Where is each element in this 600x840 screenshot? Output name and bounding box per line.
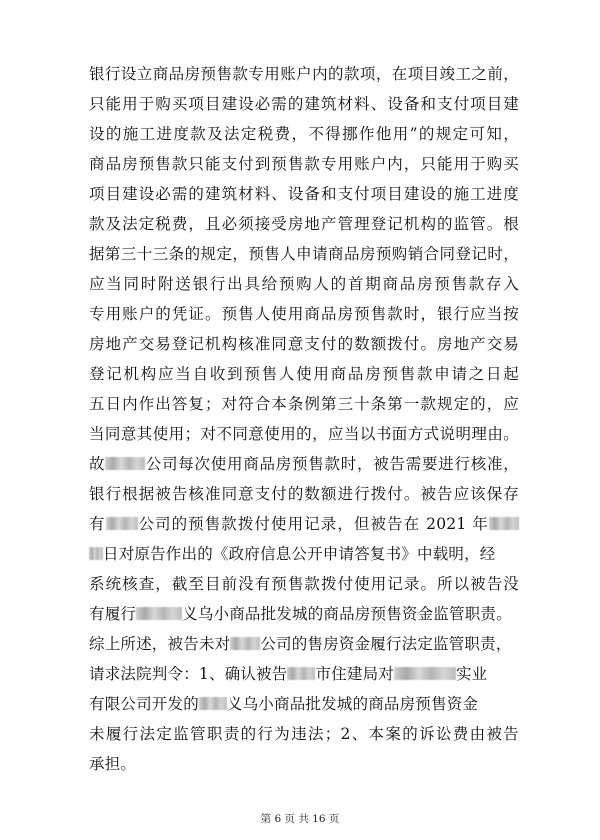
text-line <box>89 604 519 624</box>
text-segment: 日对原告作出的《政府信息公开申请答复书》中载明，经 <box>103 545 496 563</box>
text-line: 款及法定税费，且必须接受房地产管理登记机构的监管。根 <box>89 215 519 233</box>
text-segment: 故 <box>89 455 106 473</box>
redaction-block <box>230 637 260 650</box>
text-line: 设的施工进度款及法定税费，不得挪作他用”的规定可知， <box>89 125 519 143</box>
text-line <box>89 664 519 684</box>
text-line: 登记机构应当自收到预售人使用商品房预售款申请之日起 <box>89 365 519 383</box>
text-line: 未履行法定监管职责的行为违法；2、本案的诉讼费由被告 <box>89 725 519 743</box>
redaction-block <box>199 697 227 710</box>
redaction-block <box>136 607 182 620</box>
text-segment: 义乌小商品批发城的商品房预售资金 <box>226 695 479 713</box>
text-line: 银行设立商品房预售款专用账户内的款项，在项目竣工之前， <box>89 65 519 83</box>
text-line: 承担。 <box>89 755 137 773</box>
text-segment: 有履行 <box>89 605 137 623</box>
text-line <box>89 544 519 564</box>
text-line <box>89 634 519 654</box>
redaction-block <box>287 667 315 680</box>
text-segment: 综上所述，被告未对 <box>89 635 231 653</box>
redaction-block <box>394 667 456 680</box>
redaction-block <box>105 457 145 470</box>
text-line: 应当同时附送银行出具给预购人的首期商品房预售款存入 <box>89 275 519 293</box>
text-segment: 公司每次使用商品房预售款时，被告需要进行核准， <box>145 455 519 473</box>
text-segment: 公司的预售款拨付使用记录，但被告在 2021 年 <box>137 515 489 533</box>
text-segment: 有限公司开发的 <box>89 695 199 713</box>
text-line: 房地产交易登记机构核准同意支付的数额拨付。房地产交易 <box>89 335 519 353</box>
redaction-block <box>89 547 103 560</box>
text-segment: 有 <box>89 515 106 533</box>
text-line: 据第三十三条的规定，预售人申请商品房预购销合同登记时， <box>89 245 519 263</box>
text-line <box>89 454 519 474</box>
text-line: 银行根据被告核准同意支付的数额进行拨付。被告应该保存 <box>89 485 519 503</box>
text-line: 当同意其使用；对不同意使用的，应当以书面方式说明理由。 <box>89 425 519 443</box>
text-segment: 请求法院判令：1、确认被告 <box>89 665 288 683</box>
text-line: 五日内作出答复；对符合本条例第三十条第一款规定的，应 <box>89 395 519 413</box>
text-segment: 市住建局对 <box>315 665 394 683</box>
page-number-footer: 第 6 页 共 16 页 <box>260 813 340 825</box>
text-line <box>89 514 519 534</box>
text-segment: 公司的售房资金履行法定监管职责， <box>260 635 512 653</box>
redaction-block <box>489 517 519 530</box>
text-line: 只能用于购买项目建设必需的建筑材料、设备和支付项目建 <box>89 95 519 113</box>
text-line: 项目建设必需的建筑材料、设备和支付项目建设的施工进度 <box>89 185 519 203</box>
text-line: 商品房预售款只能支付到预售款专用账户内，只能用于购买 <box>89 155 519 173</box>
redaction-block <box>106 517 138 530</box>
text-segment: 实业 <box>455 665 488 683</box>
text-line <box>89 694 519 714</box>
text-line: 专用账户的凭证。预售人使用商品房预售款时，银行应当按 <box>89 305 519 323</box>
text-segment: 义乌小商品批发城的商品房预售资金监管职责。 <box>182 605 512 623</box>
text-line: 系统核查，截至目前没有预售款拨付使用记录。所以被告没 <box>89 575 519 593</box>
